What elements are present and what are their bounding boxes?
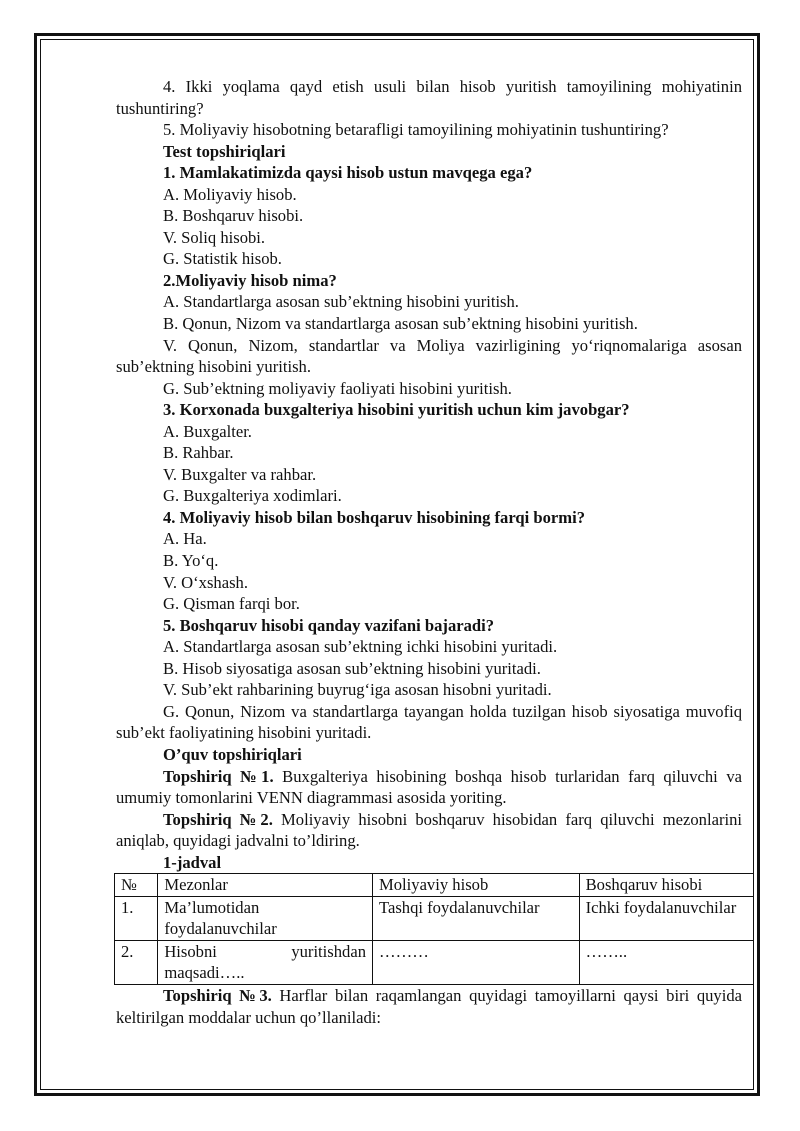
answer-option: V. Buxgalter va rahbar. xyxy=(163,464,317,484)
table-cell: Hisobni yuritishdan maqsadi….. xyxy=(158,940,373,984)
test-question-5: 5. Boshqaruv hisobi qanday vazifani bajaradi? xyxy=(163,615,495,635)
task-2-text: Moliyaviy hisobni boshqaruv hisobidan farq qiluvchi mezonlarini aniqlab, quyidagi jadvalni to’ldiring. xyxy=(116,809,742,851)
task-1 xyxy=(116,766,742,809)
answer-option: B. Qonun, Nizom va standartlarga asosan sub’ektning hisobini yuritish. xyxy=(163,314,638,334)
table-cell: 2. xyxy=(115,940,158,984)
table-row xyxy=(115,940,754,984)
study-section-title: O’quv topshiriqlari xyxy=(163,744,302,764)
answer-option: B. Hisob siyosatiga asosan sub’ektning hisobini yuritadi. xyxy=(163,658,541,678)
answer-option: G. Qonun, Nizom va standartlarga tayangan holda tuzilgan hisob siyosatiga muvofiq sub’ekt faoliyatining hisobini yuritadi. xyxy=(116,701,742,743)
answer-option: A. Moliyaviy hisob. xyxy=(163,184,297,204)
answer-option: V. Sub’ekt rahbarining buyrug‘iga asosan hisobni yuritadi. xyxy=(163,680,552,700)
test-section-title: Test topshiriqlari xyxy=(163,141,286,161)
table-header-cell: Mezonlar xyxy=(158,874,373,897)
task-3-text: Harflar bilan raqamlangan quyidagi tamoyillarni qaysi biri quyida keltirilgan moddalar uchun qo’llaniladi: xyxy=(116,985,742,1027)
table-title: 1-jadval xyxy=(163,852,222,872)
answer-option: A. Buxgalter. xyxy=(163,421,252,441)
answer-option: G. Sub’ektning moliyaviy faoliyati hisobini yuritish. xyxy=(163,378,512,398)
table-row xyxy=(115,896,754,940)
task-1-label: Topshiriq №1. xyxy=(163,766,274,786)
table-cell: ……… xyxy=(373,940,580,984)
answer-option: B. Boshqaruv hisobi. xyxy=(163,206,304,226)
task-3-label: Topshiriq №3. xyxy=(163,985,272,1005)
task-3 xyxy=(116,985,742,1028)
comparison-table xyxy=(114,873,754,985)
table-header-cell: Moliyaviy hisob xyxy=(373,874,580,897)
test-question-3: 3. Korxonada buxgalteriya hisobini yuritish uchun kim javobgar? xyxy=(163,400,630,420)
answer-option: B. Yo‘q. xyxy=(163,551,219,571)
table-header-cell: Boshqaruv hisobi xyxy=(579,874,753,897)
table-cell: Ma’lumotidan foydalanuvchilar xyxy=(158,896,373,940)
answer-option: A. Ha. xyxy=(163,529,207,549)
document-body xyxy=(116,76,742,1028)
question-4: 4. Ikki yoqlama qayd etish usuli bilan hisob yuritish tamoyilining mohiyatinin tushuntiring? xyxy=(116,77,742,118)
answer-option: G. Statistik hisob. xyxy=(163,249,282,269)
table-cell: …….. xyxy=(579,940,753,984)
table-cell: Tashqi foydalanuvchilar xyxy=(373,896,580,940)
answer-option: V. Soliq hisobi. xyxy=(163,227,266,247)
table-cell: 1. xyxy=(115,896,158,940)
test-question-2: 2.Moliyaviy hisob nima? xyxy=(163,270,337,290)
question-5: 5. Moliyaviy hisobotning betarafligi tamoyilining mohiyatinin tushuntiring? xyxy=(163,120,669,140)
answer-option: B. Rahbar. xyxy=(163,443,234,463)
test-question-1: 1. Mamlakatimizda qaysi hisob ustun mavqega ega? xyxy=(163,163,533,183)
answer-option: V. Qonun, Nizom, standartlar va Moliya vazirligining yo‘riqnomalariga asosan sub’ektning hisobini yuritish. xyxy=(116,335,742,377)
answer-option: V. O‘xshash. xyxy=(163,572,248,592)
test-question-4: 4. Moliyaviy hisob bilan boshqaruv hisobining farqi bormi? xyxy=(163,507,586,527)
table-header-cell: № xyxy=(115,874,158,897)
table-header-row xyxy=(115,874,754,897)
task-2 xyxy=(116,809,742,852)
table-cell: Ichki foydalanuvchilar xyxy=(579,896,753,940)
answer-option: G. Qisman farqi bor. xyxy=(163,594,300,614)
task-2-label: Topshiriq №2. xyxy=(163,809,273,829)
task-1-text: Buxgalteriya hisobining boshqa hisob turlaridan farq qiluvchi va umumiy tomonlarini VENN diagrammasi asosida yoriting. xyxy=(116,766,742,808)
answer-option: G. Buxgalteriya xodimlari. xyxy=(163,486,342,506)
answer-option: A. Standartlarga asosan sub’ektning ichki hisobini yuritadi. xyxy=(163,637,558,657)
answer-option: A. Standartlarga asosan sub’ektning hisobini yuritish. xyxy=(163,292,519,312)
